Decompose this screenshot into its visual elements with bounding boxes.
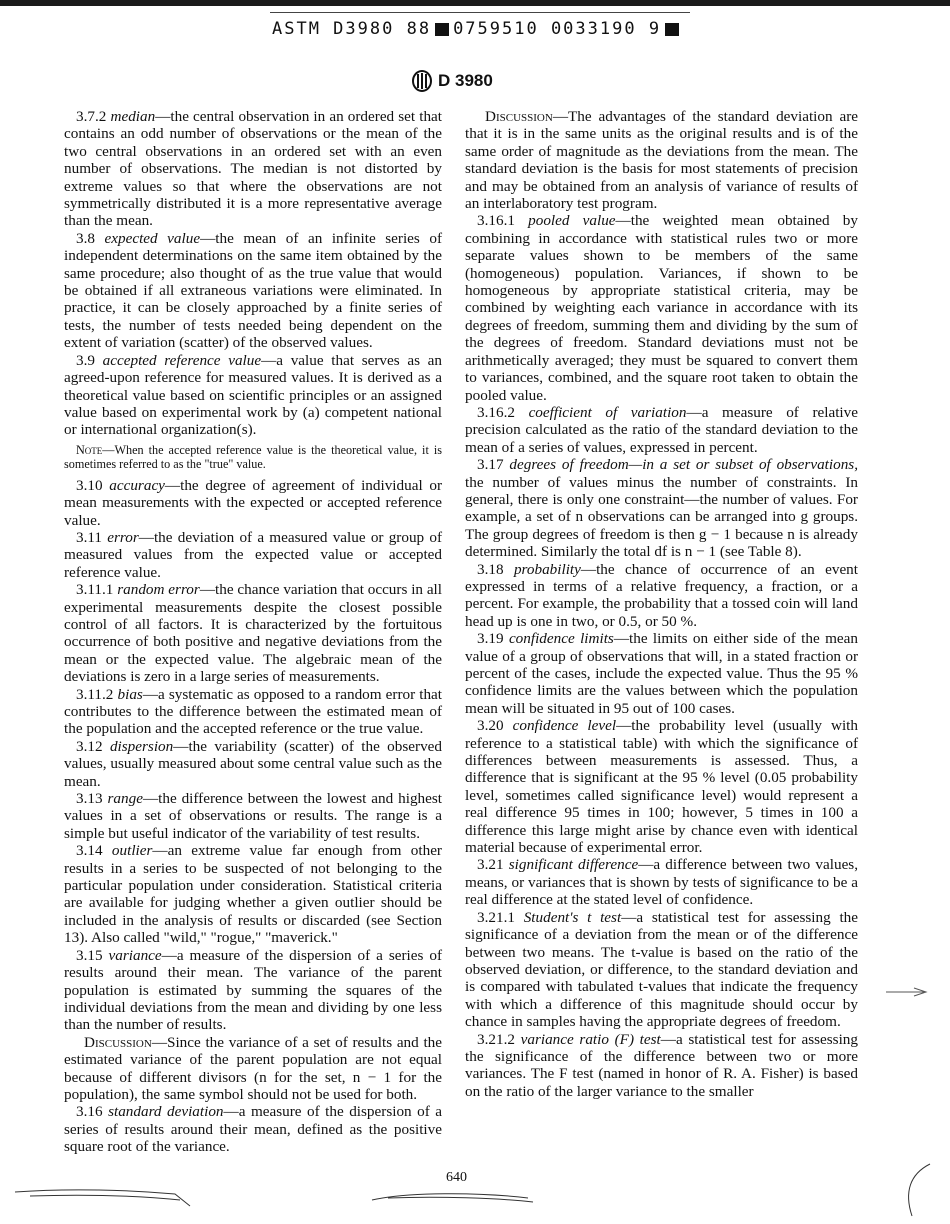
paragraph: 3.20 confidence level—the probability level (usually with reference to a statistical table) with which the significance of differences between measurements is assessed. Thus, a difference that is significant at the 95 % level (0.05 probability level, sometimes called significance level) would represent a real difference 95 times in 100; however, 5 times in 100 a difference this large might arise by chance even with identical material because of experimental error. xyxy=(465,717,858,857)
barcode-block xyxy=(665,23,679,36)
paragraph: 3.21 significant difference—a difference between two values, means, or variances that is shown by tests of significance to be a real difference at the stated level of confidence. xyxy=(465,856,859,909)
scan-scribble-icon xyxy=(10,1180,200,1210)
left-column xyxy=(64,108,442,1156)
paragraph: 3.11.1 random error—the chance variation that occurs in all experimental measurements despite the closest possible control of all factors. It is characterized by the fortuitous occurrence of both positive and negative deviations from the mean or the expected value. The algebraic mean of the deviations is zero in a large series of measurements. xyxy=(64,581,442,686)
scan-top-edge xyxy=(0,0,950,6)
page-title xyxy=(412,70,493,92)
right-column xyxy=(465,108,858,1100)
paragraph: 3.14 outlier—an extreme value far enough from other results in a series to be suspected of not belonging to the particular population under consideration. Statistical criteria are available for judging whether a given outlier should be included in the analysis of results or discarded (see Section 13). Also called "wild," "rogue," "maverick." xyxy=(64,842,442,947)
paragraph: 3.17 degrees of freedom—in a set or subset of observations, the number of values minus the number of constraints. In general, there is only one constraint—the number of values. For example, a set of n observations can be arranged into g groups. The group degrees of freedom is then g − 1 because n is already determined. Similarly the total df is n − 1 (see Table 8). xyxy=(465,456,859,561)
paragraph: 3.13 range—the difference between the lowest and highest values in a set of observations or results. The range is a simple but useful indicator of the variability of test results. xyxy=(64,790,443,842)
discussion: Discussion—Since the variance of a set of results and the estimated variance of the parent population are not equal because of different divisors (n for the set, n − 1 for the population), the same symbol should not be used for both. xyxy=(64,1033,442,1103)
paragraph: 3.9 accepted reference value—a value that serves as an agreed-upon reference for measured values. It is derived as a theoretical value based on scientific principles or an assigned value based on experimental work by (a) competent national or international organization(s). xyxy=(64,351,443,439)
paragraph: 3.16.2 coefficient of variation—a measure of relative precision calculated as the ratio of the standard deviation to the mean of a series of values, expressed in percent. xyxy=(465,403,858,456)
paragraph: 3.8 expected value—the mean of an infinite series of independent determinations on the same item obtained by the same procedure; also thought of as the true value that would be obtained if all extraneous variations were eliminated. In practice, it can be closely approached by a finite series of tests, the number of tests needed being dependent on the extent of variation (scatter) of the observed values. xyxy=(64,229,443,352)
scan-scribble-icon xyxy=(900,1160,940,1220)
code-part2: 0759510 0033190 9 xyxy=(453,19,662,39)
paragraph: 3.11.2 bias—a systematic as opposed to a random error that contributes to the difference between the estimated mean of the population and the accepted reference or the true value. xyxy=(64,685,443,738)
barcode-block xyxy=(435,23,449,36)
discussion: Discussion—The advantages of the standard deviation are that it is in the same units as the original results and is of the same order of magnitude as the deviations from the mean. The standard deviation is the basis for most statements of precision and may be obtained from an analysis of variance of results of an interlaboratory test program. xyxy=(465,108,858,213)
paragraph: 3.18 probability—the chance of occurrence of an event expressed in terms of a relative frequency, a fraction, or a percent. For example, the probability that a tossed coin will land head up is one in two, or 0.5, or 50 %. xyxy=(465,560,858,630)
page-number: 640 xyxy=(446,1170,467,1185)
paragraph: 3.7.2 median—the central observation in an ordered set that contains an odd number of observations or the mean of the two central observations in an ordered set with an even number of observations. The median is not distorted by extreme values so that where the observations are not symmetrically distributed it is a more representative average than the mean. xyxy=(64,108,442,230)
paragraph: 3.11 error—the deviation of a measured value or group of measured values from the expected value or accepted reference value. xyxy=(64,528,443,581)
scan-scribble-icon xyxy=(368,1186,543,1212)
code-part1: ASTM D3980 88 xyxy=(272,19,432,39)
document-code xyxy=(272,19,683,39)
standard-designation: D 3980 xyxy=(438,71,493,90)
astm-logo-icon xyxy=(412,70,432,92)
paragraph: 3.15 variance—a measure of the dispersion of a series of results around their mean. The variance of the parent population is estimated by summing the squares of the individual deviations from the mean and dividing by one less than the number of results. xyxy=(64,946,443,1034)
paragraph: 3.21.2 variance ratio (F) test—a statistical test for assessing the significance of the difference between two or more variances. The F test (named in honor of R. A. Fisher) is based on the ratio of the larger variance to the smaller xyxy=(465,1030,858,1100)
note: Note—When the accepted reference value is the theoretical value, it is sometimes referred to as the "true" value. xyxy=(64,442,442,471)
paragraph: 3.12 dispersion—the variability (scatter) of the observed values, usually measured about some central value such as the mean. xyxy=(64,737,443,790)
paragraph: 3.19 confidence limits—the limits on either side of the mean value of a group of observations that will, in a stated fraction or percent of the cases, include the expected value. Thus the 95 % confidence limits are the values between which the population mean will be situated in 95 out of 100 cases. xyxy=(465,630,858,717)
paragraph: 3.16 standard deviation—a measure of the dispersion of a series of results around their mean, defined as the positive square root of the variance. xyxy=(64,1103,443,1156)
paragraph: 3.16.1 pooled value—the weighted mean obtained by combining in accordance with statistical rules two or more separate values shown to be members of the same (homogeneous) population. Variances, if shown to be homogeneous by appropriate statistical criteria, may be combined by weighting each variance in accordance with its degrees of freedom, summing them and dividing by the sum of the degrees of freedom. Standard deviations must not be arithmetically averaged; they must be squared to convert them to variances, combined, and the square root taken to obtain the pooled value. xyxy=(465,212,858,404)
paragraph: 3.10 accuracy—the degree of agreement of individual or mean measurements with the expected or accepted reference value. xyxy=(64,476,442,529)
margin-arrow-icon xyxy=(884,986,934,998)
paragraph: 3.21.1 Student's t test—a statistical test for assessing the significance of a deviation from the mean or of the difference between two means. The t-value is based on the ratio of the observed deviation, or difference, to the standard deviation and is compared with tabulated t-values that indicate the frequency with which a difference of this magnitude should occur by chance in samples having the appropriate degrees of freedom. xyxy=(465,908,858,1031)
header-rule xyxy=(270,12,690,13)
